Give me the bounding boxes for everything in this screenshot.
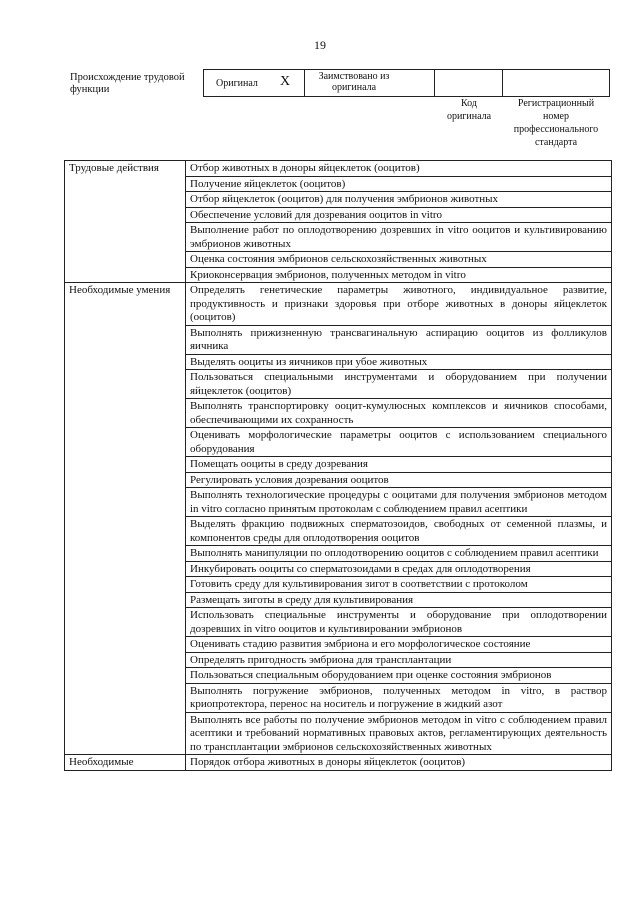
origin-original-mark: Х: [280, 74, 291, 89]
category-cell: Трудовые действия: [65, 161, 186, 283]
origin-label: Происхождение трудовой функции: [70, 72, 185, 95]
table-row: [65, 161, 612, 177]
origin-borrowed-cell: [304, 70, 435, 96]
item-cell: Отбор животных в доноры яйцеклеток (ооцитов): [186, 161, 612, 177]
item-cell: Определять генетические параметры животного, индивидуальное развитие, продуктивность и признаки здоровья при отборе животных в доноры яйцеклеток (ооцитов): [186, 283, 612, 326]
item-cell: Пользоваться специальным оборудованием при оценке состояния эмбрионов: [186, 668, 612, 684]
item-cell: Оценивать стадию развития эмбриона и его морфологическое состояние: [186, 637, 612, 653]
item-cell: Выполнять все работы по получение эмбрионов методом in vitro с соблюдением правил асептики и требований нормативных правовых актов, регламентирующих деятельность по трансплантации эмбрионов сельскохозяйственных животных: [186, 712, 612, 755]
origin-original-label: Оригинал: [216, 78, 258, 89]
item-cell: Обеспечение условий для дозревания ооцитов in vitro: [186, 207, 612, 223]
item-cell: Отбор яйцеклеток (ооцитов) для получения эмбрионов животных: [186, 192, 612, 208]
item-cell: Криоконсервация эмбрионов, полученных методом in vitro: [186, 267, 612, 283]
item-cell: Выделять ооциты из яичников при убое животных: [186, 354, 612, 370]
item-cell: Выделять фракцию подвижных сперматозоидов, свободных от семенной плазмы, и компонентов среды для оплодотворения ооцитов: [186, 517, 612, 546]
item-cell: Размещать зиготы в среду для культивирования: [186, 592, 612, 608]
item-cell: Регулировать условия дозревания ооцитов: [186, 472, 612, 488]
item-cell: Порядок отбора животных в доноры яйцеклеток (ооцитов): [186, 755, 612, 771]
competency-table: [64, 160, 612, 771]
item-cell: Выполнять манипуляции по оплодотворению ооцитов с соблюдением правил асептики: [186, 546, 612, 562]
item-cell: Выполнение работ по оплодотворению дозревших in vitro ооцитов и культивированию эмбрионов животных: [186, 223, 612, 252]
item-cell: Выполнять погружение эмбрионов, полученных методом in vitro, в раствор криопротектора, перенос на носитель и погружение в жидкий азот: [186, 683, 612, 712]
origin-original-cell: [204, 70, 305, 96]
origin-code-cell: [434, 70, 503, 96]
table-row: [65, 755, 612, 771]
origin-reg-caption: Регистрационный номер профессионального стандарта: [513, 98, 599, 148]
origin-box: [203, 69, 610, 97]
origin-code-caption: Код оригинала: [446, 98, 492, 122]
item-cell: Помещать ооциты в среду дозревания: [186, 457, 612, 473]
item-cell: Использовать специальные инструменты и оборудование при оплодотворении дозревших in vitro ооцитов и культивировании эмбрионов: [186, 608, 612, 637]
item-cell: Выполнять технологические процедуры с ооцитами для получения эмбрионов методом in vitro согласно принятым протоколам с соблюдением правил асептики: [186, 488, 612, 517]
category-cell: Необходимые: [65, 755, 186, 771]
item-cell: Оценка состояния эмбрионов сельскохозяйственных животных: [186, 252, 612, 268]
item-cell: Готовить среду для культивирования зигот в соответствии с протоколом: [186, 577, 612, 593]
origin-borrowed-label: Заимствовано из оригинала: [318, 71, 390, 93]
item-cell: Оценивать морфологические параметры ооцитов с использованием специального оборудования: [186, 428, 612, 457]
item-cell: Получение яйцеклеток (ооцитов): [186, 176, 612, 192]
item-cell: Выполнять транспортировку ооцит-кумулюсных комплексов и яичников способами, обеспечивающими их сохранность: [186, 399, 612, 428]
item-cell: Инкубировать ооциты со сперматозоидами в средах для оплодотворения: [186, 561, 612, 577]
table-row: [65, 283, 612, 326]
page-number: 19: [314, 38, 326, 52]
origin-reg-cell: [502, 70, 609, 96]
item-cell: Определять пригодность эмбриона для трансплантации: [186, 652, 612, 668]
category-cell: Необходимые умения: [65, 283, 186, 755]
item-cell: Выполнять прижизненную трансвагинальную аспирацию ооцитов из фолликулов яичника: [186, 325, 612, 354]
item-cell: Пользоваться специальными инструментами и оборудованием при получении яйцеклеток (ооцитов): [186, 370, 612, 399]
